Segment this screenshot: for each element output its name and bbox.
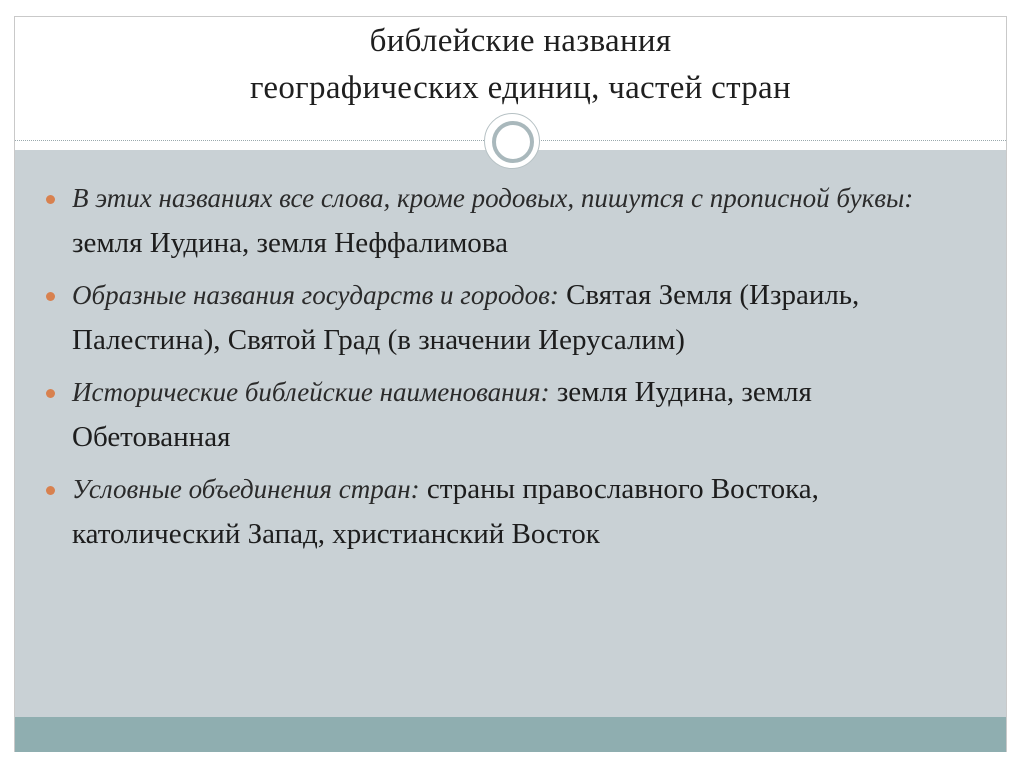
slide-title-line-1: библейские названия <box>369 23 672 59</box>
bullet-item-2 <box>46 273 976 363</box>
bullet-dot-icon <box>46 195 55 204</box>
bullet-separator: : <box>540 377 550 407</box>
bottom-band <box>15 717 1006 752</box>
bullet-separator: : <box>410 474 420 504</box>
bullet-list <box>46 176 976 557</box>
bullet-text: страны православного Востока, католический Запад, христианский Восток <box>72 473 819 550</box>
slide-title-line-2: географических единиц, частей стран <box>250 70 791 106</box>
bullet-term: Образные названия государств и городов <box>72 280 550 310</box>
bullet-item-1 <box>46 176 976 266</box>
bullet-item-4 <box>46 467 976 557</box>
bullet-item-3 <box>46 370 976 460</box>
bullet-text: земля Иудина, земля Обетованная <box>72 376 812 453</box>
bullet-term: Условные объединения стран <box>72 474 411 504</box>
bullet-text: земля Иудина, земля Неффалимова <box>72 227 508 259</box>
bullet-separator: : <box>904 183 914 213</box>
bullet-dot-icon <box>46 486 55 495</box>
bullet-term: Исторические библейские наименования <box>72 377 541 407</box>
bullet-text: Святая Земля (Израиль, Палестина), Святой Град (в значении Иерусалим) <box>72 279 860 356</box>
bullet-term: В этих названиях все слова, кроме родовых, пишутся с прописной буквы <box>72 183 905 213</box>
divider-ring-icon <box>484 113 540 169</box>
bullet-dot-icon <box>46 292 55 301</box>
divider-ring-inner <box>492 121 534 163</box>
bullet-separator: : <box>549 280 559 310</box>
bullet-dot-icon <box>46 389 55 398</box>
